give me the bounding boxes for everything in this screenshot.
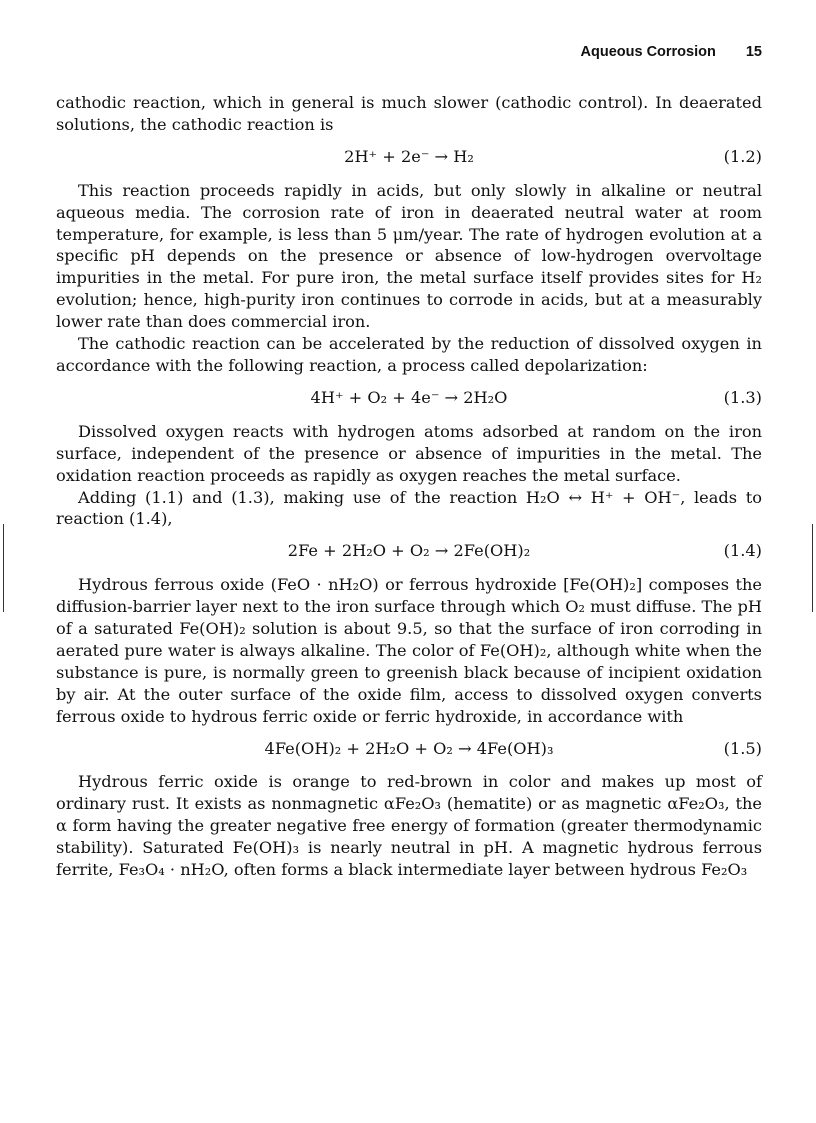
equation-1-2-formula: 2H⁺ + 2e⁻ → H₂	[344, 146, 474, 166]
paragraph-4: Dissolved oxygen reacts with hydrogen atoms adsorbed at random on the iron surface, independent of the presence or absence of impurities in the metal. The oxidation reaction proceeds as rapidly as oxygen reaches the metal surface.	[56, 421, 762, 485]
paragraph-3: The cathodic reaction can be accelerated by the reduction of dissolved oxygen in accordance with the following reaction, a process called depolarization:	[56, 334, 762, 375]
equation-1-5-number: (1.5)	[723, 738, 762, 758]
body-text	[56, 92, 762, 881]
page-number: 15	[745, 44, 762, 60]
equation-1-2	[56, 146, 762, 168]
header-title: Aqueous Corrosion	[580, 44, 716, 60]
paragraph-7: Hydrous ferric oxide is orange to red-brown in color and makes up most of ordinary rust. It exists as nonmagnetic αFe₂O₃ (hematite) or as magnetic αFe₂O₃, the α form having the greater negative free energy of formation (greater thermodynamic stability). Saturated Fe(OH)₃ is nearly neutral in pH. A magnetic hydrous ferrous ferrite, Fe₃O₄ · nH₂O, often forms a black intermediate layer between hydrous Fe₂O₃	[56, 772, 762, 880]
left-margin-rule	[3, 524, 4, 612]
equation-1-3-number: (1.3)	[723, 387, 762, 407]
equation-1-5-formula: 4Fe(OH)₂ + 2H₂O + O₂ → 4Fe(OH)₃	[264, 738, 554, 758]
equation-1-5	[56, 738, 762, 760]
paragraph-2: This reaction proceeds rapidly in acids, but only slowly in alkaline or neutral aqueous media. The corrosion rate of iron in deaerated neutral water at room temperature, for example, is less than 5 μm/year. The rate of hydrogen evolution at a specific pH depends on the presence or absence of low-hydrogen overvoltage impurities in the metal. For pure iron, the metal surface itself provides sites for H₂ evolution; hence, high-purity iron continues to corrode in acids, but at a measurably lower rate than does commercial iron.	[56, 180, 762, 332]
running-header	[56, 44, 762, 60]
equation-1-3	[56, 387, 762, 409]
equation-1-3-formula: 4H⁺ + O₂ + 4e⁻ → 2H₂O	[310, 387, 508, 407]
paragraph-5: Adding (1.1) and (1.3), making use of the reaction H₂O ↔ H⁺ + OH⁻, leads to reaction (1.4),	[56, 487, 762, 529]
equation-1-4-number: (1.4)	[723, 541, 762, 561]
equation-1-4	[56, 540, 762, 562]
equation-1-4-formula: 2Fe + 2H₂O + O₂ → 2Fe(OH)₂	[287, 541, 531, 561]
right-margin-rule	[812, 524, 813, 612]
equation-1-2-number: (1.2)	[723, 146, 762, 166]
paragraph-6: Hydrous ferrous oxide (FeO · nH₂O) or ferrous hydroxide [Fe(OH)₂] composes the diffusion-barrier layer next to the iron surface through which O₂ must diffuse. The pH of a saturated Fe(OH)₂ solution is about 9.5, so that the surface of iron corroding in aerated pure water is always alkaline. The color of Fe(OH)₂, although white when the substance is pure, is normally green to greenish black because of incipient oxidation by air. At the outer surface of the oxide film, access to dissolved oxygen converts ferrous oxide to hydrous ferric oxide or ferric hydroxide, in accordance with	[56, 575, 762, 726]
paragraph-1: cathodic reaction, which in general is much slower (cathodic control). In deaerated solutions, the cathodic reaction is	[56, 93, 762, 134]
